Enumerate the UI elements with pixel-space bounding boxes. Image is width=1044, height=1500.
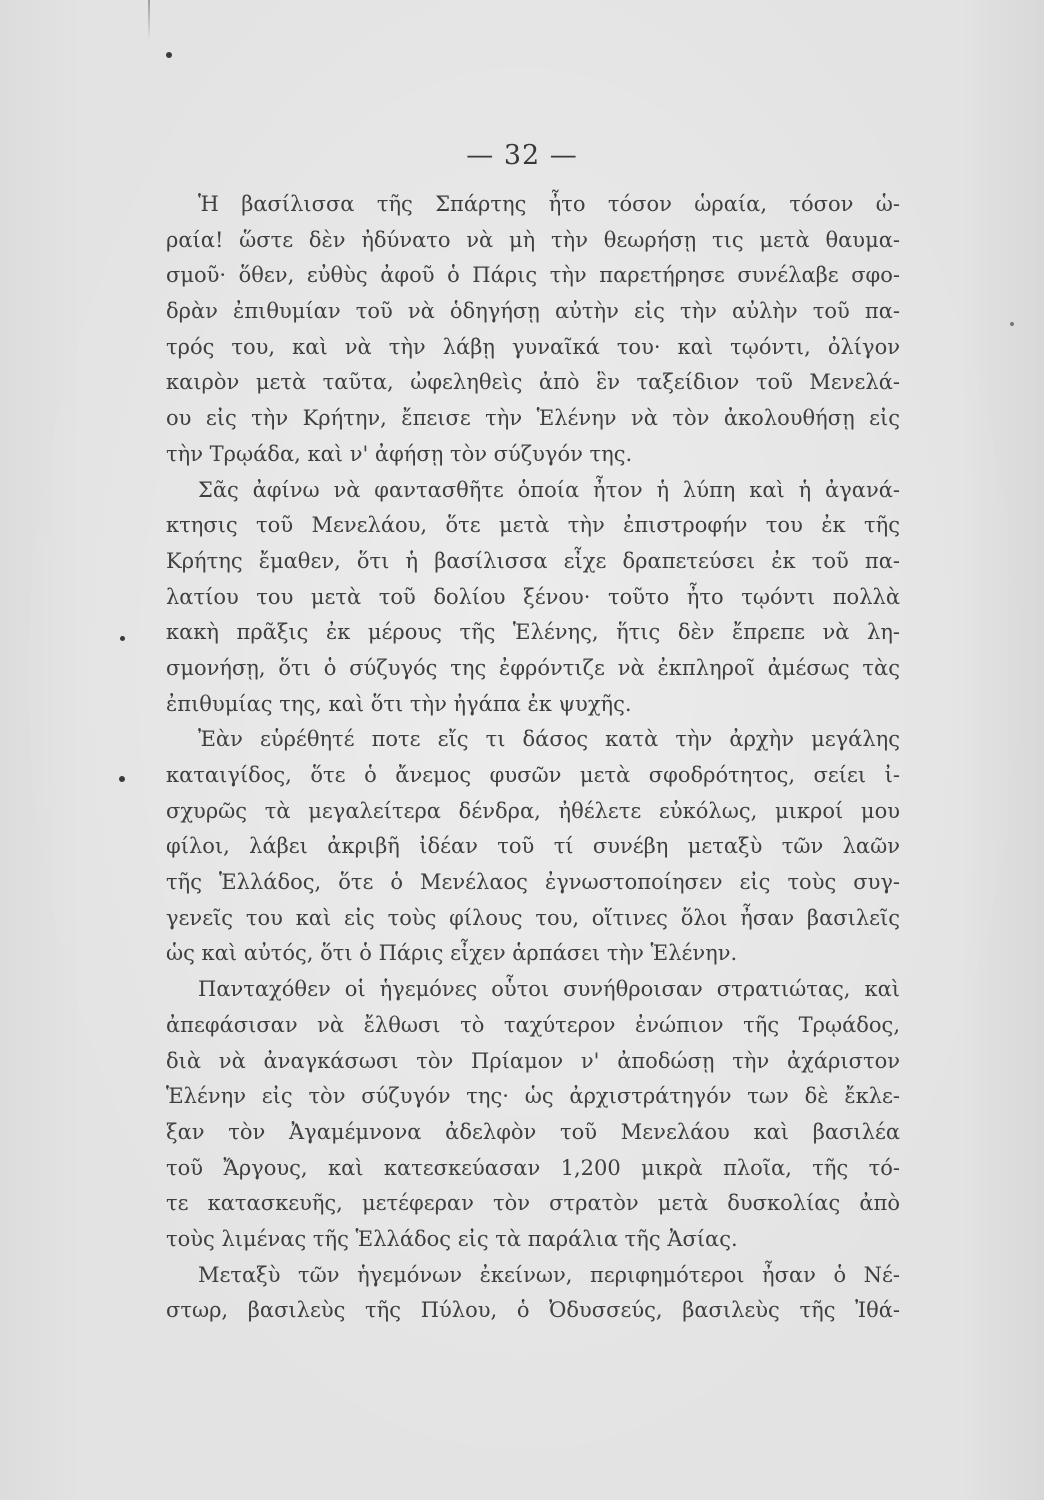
text-line: κτησις τοῦ Μενελάου, ὅτε μετὰ τὴν ἐπιστροφήν του ἐκ τῆς: [166, 513, 900, 538]
text-line: Μεταξὺ τῶν ἡγεμόνων ἐκείνων, περιφημότεροι ἦσαν ὁ Νέ-: [198, 1262, 900, 1287]
text-line: φίλοι, λάβει ἀκριβῆ ἰδέαν τοῦ τί συνέβη μεταξὺ τῶν λαῶν: [166, 834, 900, 859]
text-line: τε κατασκευῆς, μετέφεραν τὸν στρατὸν μετὰ δυσκολίας ἀπὸ: [166, 1191, 900, 1216]
text-line: ὡς καὶ αὐτός, ὅτι ὁ Πάρις εἶχεν ἁρπάσει τὴν Ἑλένην.: [166, 941, 738, 966]
text-line: σχυρῶς τὰ μεγαλείτερα δένδρα, ἠθέλετε εὐκόλως, μικροί μου: [166, 798, 900, 823]
text-line: τὴν Τρῳάδα, καὶ ν' ἀφήσῃ τὸν σύζυγόν της.: [166, 441, 633, 466]
text-line: σμοῦ· ὅθεν, εὐθὺς ἀφοῦ ὁ Πάρις τὴν παρετήρησε συνέλαβε σφο-: [166, 263, 900, 288]
text-line: τῆς Ἑλλάδος, ὅτε ὁ Μενέλαος ἐγνωστοποίησεν εἰς τοὺς συγ-: [166, 870, 900, 895]
page-number: — 32 —: [466, 140, 578, 171]
text-line: Ἡ βασίλισσα τῆς Σπάρτης ἦτο τόσον ὡραία, τόσον ὡ-: [198, 192, 900, 216]
text-line: τοὺς λιμένας τῆς Ἑλλάδος εἰς τὰ παράλια τῆς Ἀσίας.: [166, 1226, 738, 1251]
text-line: στωρ, βασιλεὺς τῆς Πύλου, ὁ Ὀδυσσεύς, βασιλεὺς τῆς Ἰθά-: [166, 1298, 900, 1323]
text-line: ξαν τὸν Ἀγαμέμνονα ἀδελφὸν τοῦ Μενελάου καὶ βασιλέα: [166, 1119, 900, 1144]
ink-speck: [119, 776, 125, 782]
text-line: Κρήτης ἔμαθεν, ὅτι ἡ βασίλισσα εἶχε δραπετεύσει ἐκ τοῦ πα-: [166, 548, 900, 573]
ink-speck: [120, 636, 125, 641]
text-line: Σᾶς ἀφίνω νὰ φαντασθῆτε ὁποία ἦτον ἡ λύπη καὶ ἡ ἀγανά-: [198, 477, 900, 502]
text-line: ἀπεφάσισαν νὰ ἔλθωσι τὸ ταχύτερον ἐνώπιον τῆς Τρῳάδος,: [166, 1012, 900, 1037]
text-line: δρὰν ἐπιθυμίαν τοῦ νὰ ὁδηγήσῃ αὐτὴν εἰς τὴν αὐλὴν τοῦ πα-: [166, 299, 900, 324]
text-line: τοῦ Ἄργους, καὶ κατεσκεύασαν 1,200 μικρὰ πλοῖα, τῆς τό-: [166, 1155, 900, 1180]
ink-speck: [166, 52, 172, 58]
page-crease: [148, 0, 150, 40]
text-line: κακὴ πρᾶξις ἐκ μέρους τῆς Ἑλένης, ἥτις δὲν ἔπρεπε νὰ λη-: [166, 620, 900, 645]
text-line: γενεῖς του καὶ εἰς τοὺς φίλους του, οἵτινες ὅλοι ἦσαν βασιλεῖς: [166, 905, 900, 930]
text-line: καιρὸν μετὰ ταῦτα, ὠφεληθεὶς ἀπὸ ἓν ταξείδιον τοῦ Μενελά-: [166, 370, 900, 395]
text-line: διὰ νὰ ἀναγκάσωσι τὸν Πρίαμον ν' ἀποδώσῃ τὴν ἀχάριστον: [166, 1048, 900, 1073]
text-line: ἐπιθυμίας της, καὶ ὅτι τὴν ἠγάπα ἐκ ψυχῆς.: [166, 691, 632, 716]
text-line: λατίου του μετὰ τοῦ δολίου ξένου· τοῦτο ἦτο τῳόντι πολλὰ: [166, 584, 900, 609]
text-line: Ἑλένην εἰς τὸν σύζυγόν της· ὡς ἀρχιστράτηγόν των δὲ ἔκλε-: [166, 1084, 900, 1109]
text-line: σμονήσῃ, ὅτι ὁ σύζυγός της ἐφρόντιζε νὰ ἐκπληροῖ ἀμέσως τὰς: [166, 655, 900, 680]
body-text: [166, 187, 900, 1329]
text-line: τρός του, καὶ νὰ τὴν λάβῃ γυναῖκά του· καὶ τῳόντι, ὀλίγον: [166, 334, 900, 359]
text-line: Ἐὰν εὑρέθητέ ποτε εἴς τι δάσος κατὰ τὴν ἀρχὴν μεγάλης: [198, 727, 900, 752]
text-line: ραία! ὥστε δὲν ἠδύνατο νὰ μὴ τὴν θεωρήσῃ τις μετὰ θαυμα-: [166, 227, 900, 252]
text-line: Πανταχόθεν οἱ ἡγεμόνες οὗτοι συνήθροισαν στρατιώτας, καὶ: [198, 977, 900, 1002]
text-line: καταιγίδος, ὅτε ὁ ἄνεμος φυσῶν μετὰ σφοδρότητος, σείει ἰ-: [166, 763, 900, 787]
text-line: ου εἰς τὴν Κρήτην, ἔπεισε τὴν Ἑλένην νὰ τὸν ἀκολουθήσῃ εἰς: [166, 406, 900, 431]
ink-speck: [1010, 322, 1014, 326]
